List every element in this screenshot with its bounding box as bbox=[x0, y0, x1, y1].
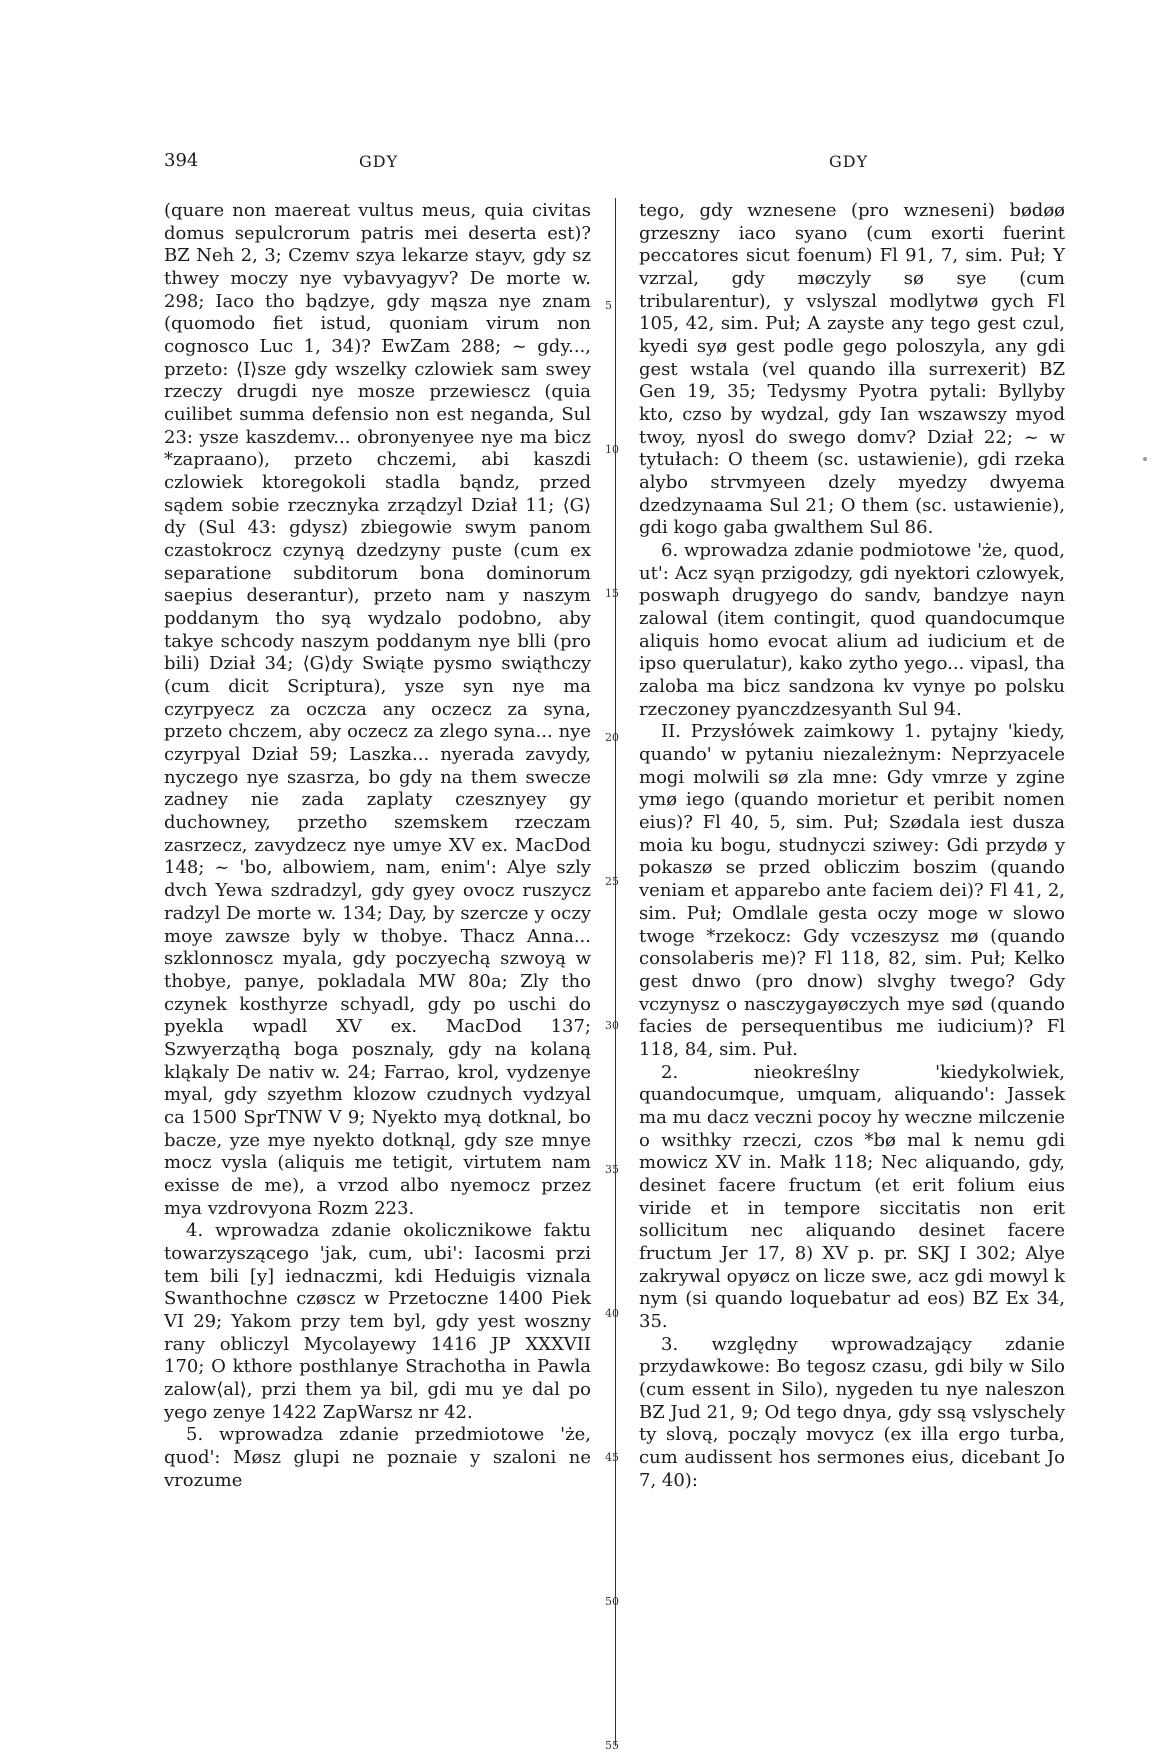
line-number: 15 bbox=[605, 587, 619, 600]
line-number: 10 bbox=[605, 443, 619, 456]
line-number: 40 bbox=[605, 1307, 619, 1320]
line-number: 55 bbox=[605, 1739, 619, 1752]
running-head-left: GDY bbox=[359, 152, 399, 171]
right-paragraph-2: 6. wprowadza zdanie podmiotowe 'że, quod, ut': Acz syąn przigodzy, gdi nyektori czlowyek, poswaph drugyego do sandv, bandzye nayn zalowal (item contingit, quod quandocumque aliquis homo evocat alium ad iudicium et de ipso querulatur), kako zytho yego... vipasl, tha zaloba ma bicz sandzona kv vynye po polsku rzeczoney pyanczdzesyanth Sul 94. bbox=[639, 540, 1065, 720]
running-head-right: GDY bbox=[829, 152, 869, 171]
left-column bbox=[164, 200, 591, 1492]
line-number: 50 bbox=[605, 1595, 619, 1608]
line-number: 25 bbox=[605, 875, 619, 888]
line-number: 20 bbox=[605, 731, 619, 744]
scan-speck bbox=[1143, 457, 1147, 461]
right-paragraph-3: II. Przysłówek zaimkowy 1. pytajny 'kiedy, quando' w pytaniu niezależnym: Neprzyacele mogi molwili sø zla mne: Gdy vmrze y zgine ymø iego (quando morietur et peribit nomen eius)? Fl 40, 5, sim. Puł; Szødala iest dusza moia ku bogu, studnyczi sziwey: Gdi przydø y pokaszø se przed obliczim boszim (quando veniam et apparebo ante faciem dei)? Fl 41, 2, sim. Puł; Omdlale gesta oczy moge w slowo twoge *rzekocz: Gdy vczeszysz mø (quando consolaberis me)? Fl 118, 82, sim. Puł; Kelko gest dnwo (pro dnow) slvghy twego? Gdy vczynysz o nasczygayøczych mye sød (quando facies de persequentibus me iudicium)? Fl 118, 84, sim. Puł. bbox=[639, 721, 1065, 1060]
left-paragraph-1: (quare non maereat vultus meus, quia civitas domus sepulcrorum patris mei deserta est)? BZ Neh 2, 3; Czemv szya lekarze stayv, gdy sz thwey moczy nye vybavyagyv? De morte w. 298; Iaco tho bądzye, gdy mąsza nye znam (quomodo fiet istud, quoniam virum non cognosco Luc 1, 34)? EwZam 288; ~ gdy..., przeto: ⟨I⟩sze gdy wszelky czlowiek sam swey rzeczy drugdi nye mosze przewiescz (quia cuilibet summa defensio non est neganda, Sul 23: ysze kaszdemv... obronyenyee nye ma bicz *zapraano), przeto chczemi, abi kaszdi czlowiek ktoregokoli stadla bąndz, przed sądem sobie rzecznyka zrządzyl Dział 11; ⟨G⟩dy (Sul 43: gdysz) zbiegowie swym panom czastokrocz czynyą dzedzyny puste (cum ex separatione subditorum bona dominorum saepius deserantur), przeto nam y naszym poddanym tho syą wydzalo podobno, aby takye schcody naszym poddanym nye blli (pro bili) Dział 34; ⟨G⟩dy Swiąte pysmo swiąthczy (cum dicit Scriptura), ysze syn nye ma czyrpyecz za oczcza any oczecz za syna, przeto chczem, aby oczecz za zlego syna... nye czyrpyal Dział 59; Laszka... nyerada zavydy, nyczego nye szasrza, bo gdy na them swecze zadney nie zada zaplaty czesznyey gy duchowney, przetho szemskem rzeczam zasrzecz, zavydzecz nye umye XV ex. MacDod 148; ~ 'bo, albowiem, nam, enim': Alye szly dvch Yewa szdradzyl, gdy gyey ovocz ruszycz radzyl De morte w. 134; Day, by szercze y oczy moye zawsze byly w thobye. Thacz Anna... szklonnoscz myala, gdy poczyechą szwoyą w thobye, panye, pokladala MW 80a; Zly tho czynek kosthyrze schyadl, gdy po uschi do pyekla wpadl XV ex. MacDod 137; Szwyerząthą boga posznaly, gdy na kolaną kląkaly De nativ w. 24; Farrao, krol, vydzenye myal, gdy szyethm klozow czudnych vydzyal ca 1500 SprTNW V 9; Nyekto myą dotknal, bo bacze, yze mye nyekto dotknąl, gdy sze mnye mocz vysla (aliquis me tetigit, virtutem nam exisse de me), a vrzod albo nyemocz przez mya vzdrovyona Rozm 223. bbox=[164, 200, 591, 1219]
line-number-gutter bbox=[597, 200, 631, 1750]
right-paragraph-1: tego, gdy wznesene (pro wzneseni) bødøø grzeszny iaco syano (cum exorti fuerint peccatores sicut foenum) Fl 91, 7, sim. Puł; Y vzrzal, gdy møczyly sø sye (cum tribularentur), y vslyszal modlytwø gych Fl 105, 42, sim. Puł; A zayste any tego gest czul, kyedi syø gest podle gego poloszyla, any gdi gest wstala (vel quando illa surrexerit) BZ Gen 19, 35; Tedysmy Pyotra pytali: Byllyby kto, czso by wydzal, gdy Ian wszawszy myod twoy, nyosl do swego domv? Dział 22; ~ w tytułach: O theem (sc. ustawienie), gdi rzeka alybo strvmyeen dzely myedzy dwyema dzedzynaama Sul 21; O them (sc. ustawienie), gdi kogo gaba gwalthem Sul 86. bbox=[639, 200, 1065, 539]
left-paragraph-2: 4. wprowadza zdanie okolicznikowe faktu towarzyszącego 'jak, cum, ubi': Iacosmi przi tem bili [y] iednaczmi, kdi Heduigis viznala Swanthochne czøscz w Przetoczne 1400 Piek VI 29; Yakom przy tem byl, gdy yest woszny rany obliczyl Mycolayewy 1416 JP XXXVII 170; O kthore posthlanye Strachotha in Pawla zalow⟨al⟩, przi them ya bil, gdi mu ye dal po yego zenye 1422 ZapWarsz nr 42. bbox=[164, 1220, 591, 1423]
right-paragraph-5: 3. względny wprowadzający zdanie przydawkowe: Bo tegosz czasu, gdi bily w Silo (cum essent in Silo), nygeden tu nye naleszon BZ Jud 21, 9; Od tego dnya, gdy ssą vslyschely ty slovą, począly movycz (ex illa ergo turba, cum audissent hos sermones eius, dicebant Jo 7, 40): bbox=[639, 1333, 1065, 1491]
right-paragraph-4: 2. nieokreślny 'kiedykolwiek, quandocumque, umquam, aliquando': Jassek ma mu dacz veczni pocoy hy weczne milczenie o wsithky rzeczi, czos *bø mal k nemu gdi mowicz XV in. Małk 118; Nec aliquando, gdy, desinet facere fructum (et erit folium eius viride et in tempore siccitatis non erit sollicitum nec aliquando desinet facere fructum Jer 17, 8) XV p. pr. SKJ I 302; Alye zakrywal opyøcz on licze swe, acz gdi mowyl k nym (si quando loquebatur ad eos) BZ Ex 34, 35. bbox=[639, 1061, 1065, 1332]
line-number: 30 bbox=[605, 1019, 619, 1032]
line-number: 45 bbox=[605, 1451, 619, 1464]
page-number: 394 bbox=[164, 150, 199, 171]
line-number: 35 bbox=[605, 1163, 619, 1176]
line-number: 5 bbox=[605, 299, 612, 312]
left-paragraph-3: 5. wprowadza zdanie przedmiotowe 'że, quod': Møsz glupi ne poznaie y szaloni ne vrozume bbox=[164, 1424, 591, 1491]
right-column bbox=[639, 200, 1065, 1492]
